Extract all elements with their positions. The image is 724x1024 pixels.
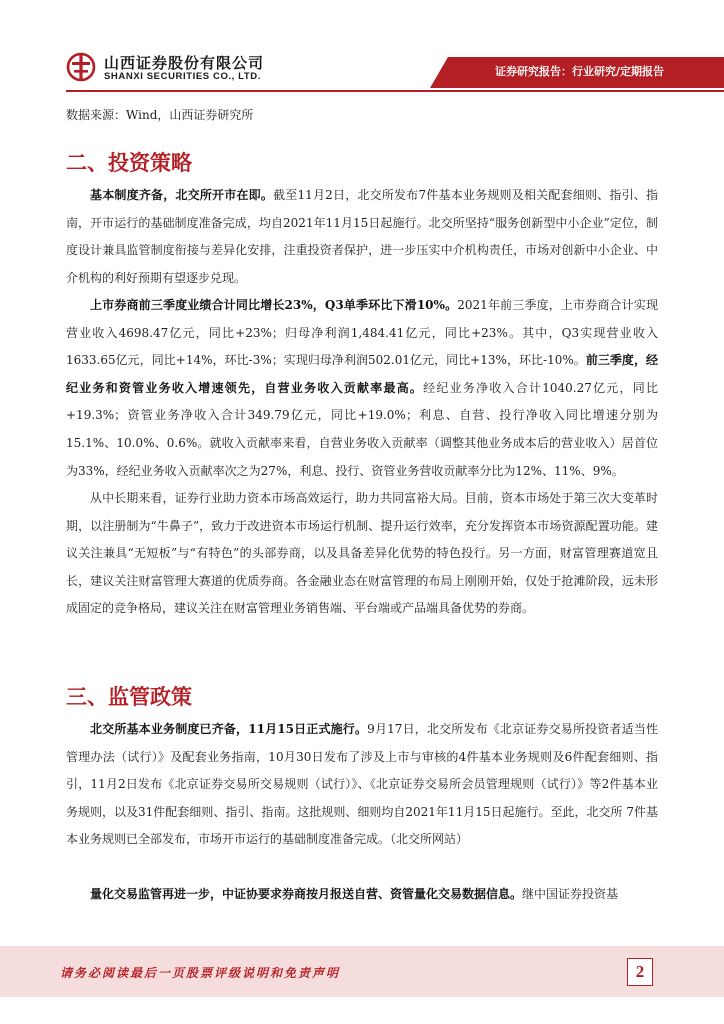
paragraph-lead: 量化交易监管再进一步，中证协要求券商按月报送自营、资管量化交易数据信息。 [90, 887, 523, 901]
paragraph-text: 继中国证券投资基 [522, 887, 619, 901]
paragraph [66, 292, 658, 485]
paragraph-text-secondary: 经纪业务净收入合计1040.27亿元，同比+19.3%；资管业务净收入合计349.79亿元，同比+19.0%；利息、自营、投行净收入同比增速分别为15.1%、10.0%、0.6%。就收入贡献率来看，自营业务收入贡献率（调整其他业务成本后的营业收入）居首位为33%，经纪业务收入贡献率次之为27%，利息、投行、资管业务营收贡献率分比为12%、11%、9%。 [66, 380, 658, 478]
report-type-label: 证券研究报告：行业研究/定期报告 [494, 65, 664, 78]
shanxi-securities-logo-icon [66, 52, 96, 82]
data-source-note: 数据来源：Wind，山西证券研究所 [66, 108, 254, 122]
section-title-regulatory-policy: 三、监管政策 [66, 685, 192, 709]
paragraph [66, 182, 658, 292]
paragraph-lead: 上市券商前三季度业绩合计同比增长23%，Q3单季环比下滑10%。 [90, 298, 458, 312]
paragraph [66, 881, 658, 909]
company-name-en: SHANXI SECURITIES CO., LTD. [104, 71, 261, 82]
page-number: 2 [627, 958, 653, 986]
paragraph-text: 9月17日，北交所发布《北京证券交易所投资者适当性管理办法（试行）》及配套业务指南，10月30日发布了涉及上市与审核的4件基本业务规则及6件配套细则、指引，11月2日发布《北京证券交易所交易规则（试行）》、《北京证券交易所会员管理规则（试行）》等2件基本业务规则，以及31件配套细则、指引、指南。这批规则、细则均自2021年11月15日起施行。至此，北交所 7件基本业务规则已全部发布，市场开市运行的基础制度准备完成。（北交所网站） [66, 722, 658, 847]
paragraph-text: 2021年前三季度，上市券商合计实现营业收入4698.47亿元，同比+23%；归母净利润1,484.41亿元，同比+23%。其中，Q3实现营业收入1633.65亿元，同比+14%，环比-3%；实现归母净利润502.01亿元，同比+13%，环比-10%。 [66, 298, 658, 368]
paragraph-lead: 北交所基本业务制度已齐备，11月15日正式施行。 [90, 722, 368, 736]
paragraph-text: 截至11月2日，北交所发布7件基本业务规则及相关配套细则、指引、指南，开市运行的基础制度准备完成，均自2021年11月15日起施行。北交所坚持“服务创新型中小企业”定位，制度设计兼具监管制度衔接与差异化安排，注重投资者保护，进一步压实中介机构责任，市场对创新中小企业、中介机构的利好预期有望逐步兑现。 [66, 188, 658, 285]
header-divider [66, 90, 724, 92]
page-header [0, 0, 724, 95]
paragraph [66, 716, 658, 854]
paragraph [66, 485, 658, 623]
paragraph-lead: 基本制度齐备，北交所开市在即。 [90, 188, 274, 202]
paragraph-lead-secondary: 前三季度，经纪业务和资管业务收入增速领先，自营业务收入贡献率最高。 [66, 353, 658, 395]
section-title-investment-strategy: 二、投资策略 [66, 151, 192, 175]
company-name-cn: 山西证券股份有限公司 [104, 54, 265, 72]
disclaimer-link[interactable]: 请务必阅读最后一页股票评级说明和免责声明 [60, 966, 341, 980]
paragraph-text: 从中长期来看，证券行业助力资本市场高效运行，助力共同富裕大局。目前，资本市场处于第三次大变革时期，以注册制为“牛鼻子”，致力于改进资本市场运行机制、提升运行效率，充分发挥资本市场资源配置功能。建议关注兼具“无短板”与“有特色”的头部券商，以及具备差异化优势的特色投行。另一方面，财富管理赛道宽且长，建议关注财富管理大赛道的优质券商。各金融业态在财富管理的布局上刚刚开始，仅处于抢滩阶段，远未形成固定的竞争格局，建议关注在财富管理业务销售端、平台端或产品端具备优势的券商。 [66, 491, 658, 616]
